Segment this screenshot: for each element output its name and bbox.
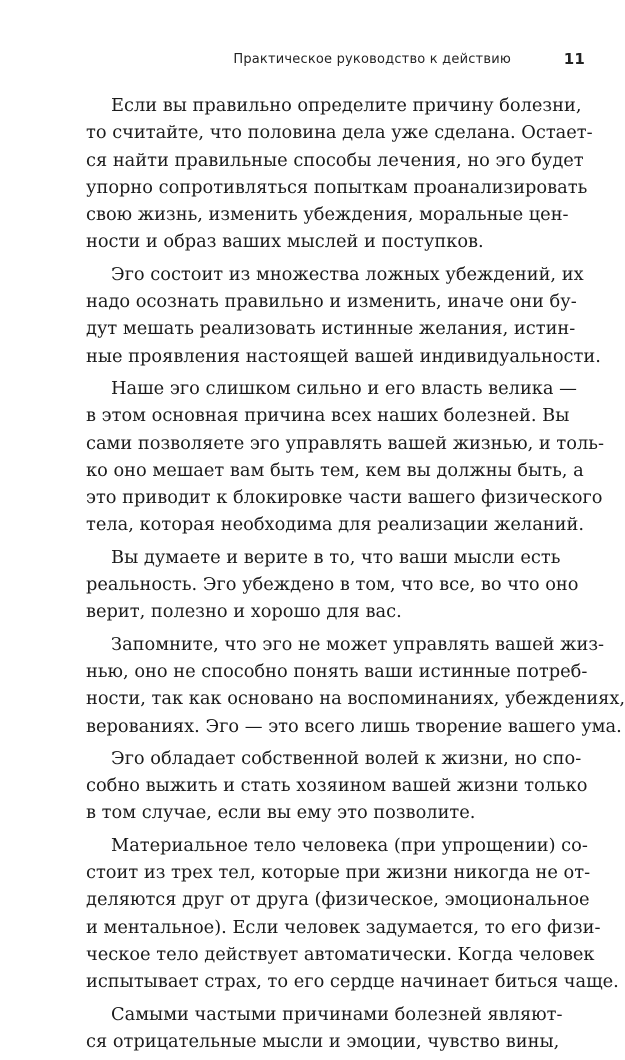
- running-title: Практическое руководство к действию: [233, 52, 511, 67]
- text-line: сами позволяете эго управлять вашей жизнью, и толь-: [86, 432, 604, 454]
- text-line: Материальное тело человека (при упрощении) со-: [111, 834, 588, 856]
- text-line: верит, полезно и хорошо для вас.: [86, 601, 402, 623]
- paragraph: [86, 832, 619, 996]
- text-line: Самыми частыми причинами болезней являют-: [111, 1003, 563, 1025]
- text-line: реальность. Эго убеждено в том, что все, во что оно: [86, 574, 579, 596]
- text-line: Наше эго слишком сильно и его власть велика —: [111, 377, 577, 399]
- text-line: испытывает страх, то его сердце начинает биться чаще.: [86, 971, 619, 993]
- text-line: ся отрицательные мысли и эмоции, чувство вины,: [86, 1030, 560, 1052]
- page-number: 11: [563, 50, 585, 68]
- text-line: ческое тело действует автоматически. Когда человек: [86, 943, 595, 965]
- text-line: собно выжить и стать хозяином вашей жизни только: [86, 775, 588, 797]
- body-text: [86, 92, 625, 1060]
- text-line: Эго состоит из множества ложных убеждений, их: [111, 263, 584, 285]
- text-line: дут мешать реализовать истинные желания, истин-: [86, 318, 576, 340]
- paragraph: [86, 92, 593, 256]
- text-line: верованиях. Эго — это всего лишь творение вашего ума.: [86, 715, 622, 737]
- text-line: стоит из трех тел, которые при жизни никогда не от-: [86, 862, 591, 884]
- text-line: это приводит к блокировке части вашего физического: [86, 487, 603, 509]
- text-line: ности, так как основано на воспоминаниях, убеждениях,: [86, 688, 625, 710]
- paragraph: [86, 631, 625, 740]
- paragraph: [86, 544, 579, 626]
- text-line: свою жизнь, изменить убеждения, моральные цен-: [86, 204, 569, 226]
- text-line: надо осознать правильно и изменить, иначе они бу-: [86, 291, 577, 313]
- text-line: нью, оно не способно понять ваши истинные потреб-: [86, 660, 588, 682]
- text-line: то считайте, что половина дела уже сделана. Остает-: [86, 122, 593, 144]
- paragraph: [86, 261, 601, 370]
- paragraph: [86, 745, 588, 827]
- text-line: Запомните, что эго не может управлять вашей жиз-: [111, 633, 605, 655]
- text-line: Вы думаете и верите в то, что ваши мысли есть: [111, 546, 561, 568]
- text-line: ности и образ ваших мыслей и поступков.: [86, 231, 484, 253]
- text-line: ко оно мешает вам быть тем, кем вы должны быть, а: [86, 459, 584, 481]
- text-line: и ментальное). Если человек задумается, то его физи-: [86, 916, 601, 938]
- running-header: [84, 52, 585, 72]
- text-line: тела, которая необходима для реализации желаний.: [86, 514, 585, 536]
- text-line: деляются друг от друга (физическое, эмоциональное: [86, 889, 590, 911]
- text-line: ные проявления настоящей вашей индивидуальности.: [86, 345, 601, 367]
- paragraph: [86, 1001, 563, 1056]
- text-line: в том случае, если вы ему это позволите.: [86, 802, 476, 824]
- text-line: ся найти правильные способы лечения, но эго будет: [86, 149, 584, 171]
- text-line: Эго обладает собственной волей к жизни, но спо-: [111, 747, 582, 769]
- text-line: упорно сопротивляться попыткам проанализировать: [86, 176, 588, 198]
- text-line: Если вы правильно определите причину болезни,: [111, 95, 582, 116]
- paragraph: [86, 375, 604, 539]
- text-line: в этом основная причина всех наших болезней. Вы: [86, 405, 570, 427]
